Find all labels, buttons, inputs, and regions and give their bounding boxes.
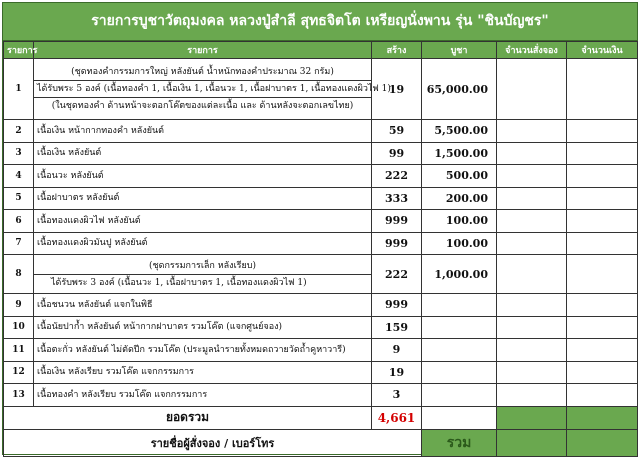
- row-qty: 3: [372, 384, 422, 407]
- row-reserve-input[interactable]: [497, 120, 567, 143]
- row-qty: 19: [372, 59, 422, 120]
- row-reserve-input[interactable]: [497, 384, 567, 407]
- row-item-line: เนื้อฝาบาตร หลังยันต์: [37, 193, 120, 204]
- order-sheet: [2, 2, 638, 455]
- row-item-line: ได้รับพระ 3 องค์ (เนื้อนวะ 1, เนื้อฝาบาตร 1, เนื้อทองแดงผิวไฟ 1): [51, 277, 307, 288]
- row-amount-input[interactable]: [567, 59, 638, 120]
- table-row: [4, 210, 638, 233]
- row-reserve-input[interactable]: [497, 142, 567, 165]
- row-item-line: เนื้อเงิน หลังยันต์: [37, 148, 102, 159]
- footer-label: รายชื่อผู้สั่งจอง / เบอร์โทร: [4, 429, 422, 456]
- header-no: รายการ: [4, 42, 34, 59]
- table-row: [4, 187, 638, 210]
- footer-reserve-cell[interactable]: [497, 429, 567, 456]
- row-qty: 999: [372, 210, 422, 233]
- row-item-line: (ชุดทองคำกรรมการใหญ่ หลังยันต์ น้ำหนักทองคำประมาณ 32 กรัม): [34, 64, 371, 81]
- row-qty: 99: [372, 142, 422, 165]
- header-item: รายการ: [34, 42, 372, 59]
- header-amount: จำนวนเงิน: [567, 42, 638, 59]
- row-item-line: เนื้อทองแดงผิวไฟ หลังยันต์: [37, 215, 141, 226]
- row-amount-input[interactable]: [567, 384, 638, 407]
- row-item-line: (ชุดกรรมการเล็ก หลังเรียบ): [34, 258, 371, 275]
- row-number: 2: [4, 120, 34, 143]
- row-reserve-input[interactable]: [497, 165, 567, 188]
- row-price: 100.00: [422, 232, 497, 255]
- row-amount-input[interactable]: [567, 187, 638, 210]
- row-number: 11: [4, 339, 34, 362]
- table-row: [4, 316, 638, 339]
- footer-row: [4, 429, 638, 456]
- row-item: [34, 210, 372, 233]
- row-item-line: เนื้อทองคำ หลังเรียบ รวมโค๊ต แจกกรรมการ: [37, 389, 208, 400]
- row-number: 12: [4, 361, 34, 384]
- row-reserve-input[interactable]: [497, 294, 567, 317]
- table-row: [4, 361, 638, 384]
- row-amount-input[interactable]: [567, 316, 638, 339]
- row-price: 200.00: [422, 187, 497, 210]
- row-price: 500.00: [422, 165, 497, 188]
- row-amount-input[interactable]: [567, 142, 638, 165]
- row-price: [422, 339, 497, 362]
- row-number: 5: [4, 187, 34, 210]
- row-price: 5,500.00: [422, 120, 497, 143]
- sheet-title: รายการบูชาวัตถุมงคล หลวงปู่สำลี สุทธจิตโต เหรียญนั่งพาน รุ่น "ชินบัญชร": [3, 3, 637, 41]
- row-price: 65,000.00: [422, 59, 497, 120]
- row-price: 1,000.00: [422, 255, 497, 294]
- row-number: 3: [4, 142, 34, 165]
- row-reserve-input[interactable]: [497, 187, 567, 210]
- row-price: [422, 384, 497, 407]
- row-qty: 222: [372, 165, 422, 188]
- row-price: [422, 316, 497, 339]
- table-row: [4, 59, 638, 120]
- header-qty: สร้าง: [372, 42, 422, 59]
- row-item-line: เนื้อเงิน หลังเรียบ รวมโค๊ต แจกกรรมการ: [37, 367, 195, 378]
- row-amount-input[interactable]: [567, 165, 638, 188]
- total-price-cell: [422, 406, 497, 429]
- row-item-line: เนื้อตะกั่ว หลังยันต์ ไม่ตัดปีก รวมโค๊ต (ประมูลนำรายทั้งหมดถวายวัดถ้ำคูหาวารี): [37, 344, 346, 355]
- table-row: [4, 120, 638, 143]
- table-row: [4, 165, 638, 188]
- row-item: [34, 59, 391, 120]
- table-body: [4, 59, 638, 407]
- row-price: 100.00: [422, 210, 497, 233]
- row-reserve-input[interactable]: [497, 232, 567, 255]
- row-item: [34, 294, 372, 317]
- row-number: 4: [4, 165, 34, 188]
- row-reserve-input[interactable]: [497, 210, 567, 233]
- row-reserve-input[interactable]: [497, 59, 567, 120]
- row-item: [34, 361, 372, 384]
- row-item-line: เนื้อทองแดงผิวมันปู หลังยันต์: [37, 238, 148, 249]
- row-item: [34, 339, 372, 362]
- header-price: บูชา: [422, 42, 497, 59]
- row-item: [34, 384, 372, 407]
- row-qty: 999: [372, 232, 422, 255]
- total-value: 4,661: [372, 406, 422, 429]
- row-item: [34, 187, 372, 210]
- row-number: 13: [4, 384, 34, 407]
- row-number: 6: [4, 210, 34, 233]
- row-amount-input[interactable]: [567, 255, 638, 294]
- row-item: [34, 165, 372, 188]
- row-amount-input[interactable]: [567, 339, 638, 362]
- row-amount-input[interactable]: [567, 294, 638, 317]
- table-row: [4, 232, 638, 255]
- table-row: [4, 255, 638, 294]
- row-item-line: เนื้อนัยปาก้ำ หลังยันต์ หน้ากากฝาบาตร รวมโค๊ต (แจกศูนย์จอง): [37, 322, 283, 333]
- row-qty: 59: [372, 120, 422, 143]
- total-amount-cell[interactable]: [567, 406, 638, 429]
- row-reserve-input[interactable]: [497, 361, 567, 384]
- row-number: 9: [4, 294, 34, 317]
- row-amount-input[interactable]: [567, 210, 638, 233]
- total-label: ยอดรวม: [4, 406, 372, 429]
- row-reserve-input[interactable]: [497, 255, 567, 294]
- footer-sum-label: รวม: [422, 429, 497, 456]
- footer-amount-cell[interactable]: [567, 429, 638, 456]
- row-number: 7: [4, 232, 34, 255]
- row-item-line: เนื้อนวะ หลังยันต์: [37, 170, 104, 181]
- row-qty: 159: [372, 316, 422, 339]
- row-amount-input[interactable]: [567, 232, 638, 255]
- row-reserve-input[interactable]: [497, 339, 567, 362]
- row-price: [422, 361, 497, 384]
- row-item: [34, 255, 372, 294]
- total-row: [4, 406, 638, 429]
- table-row: [4, 384, 638, 407]
- row-qty: 333: [372, 187, 422, 210]
- row-item: [34, 142, 372, 165]
- row-qty: 19: [372, 361, 422, 384]
- row-item-line: ได้รับพระ 5 องค์ (เนื้อทองคำ 1, เนื้อเงิน 1, เนื้อนวะ 1, เนื้อฝาบาตร 1, เนื้อทองแดงผิวไฟ 1): [34, 81, 371, 98]
- row-number: 10: [4, 316, 34, 339]
- row-item: [34, 316, 372, 339]
- table-row: [4, 294, 638, 317]
- row-reserve-input[interactable]: [497, 316, 567, 339]
- row-price: [422, 294, 497, 317]
- row-qty: 9: [372, 339, 422, 362]
- row-number: 8: [4, 255, 34, 294]
- row-item-line: เนื้อชนวน หลังยันต์ แจกในพิธี: [37, 299, 153, 310]
- row-item: [34, 232, 372, 255]
- row-qty: 222: [372, 255, 422, 294]
- total-reserve-cell[interactable]: [497, 406, 567, 429]
- row-item-line: เนื้อเงิน หน้ากากทองคำ หลังยันต์: [37, 125, 164, 136]
- table-row: [4, 142, 638, 165]
- row-amount-input[interactable]: [567, 361, 638, 384]
- row-item: [34, 120, 372, 143]
- row-item-line: (ในชุดทองคำ ด้านหน้าจะตอกโค๊ตของแต่ละเนื้อ และ ด้านหลังจะตอกเลขไทย): [51, 101, 354, 111]
- row-price: 1,500.00: [422, 142, 497, 165]
- row-qty: 999: [372, 294, 422, 317]
- row-amount-input[interactable]: [567, 120, 638, 143]
- header-reserve: จำนวนสั่งจอง: [497, 42, 567, 59]
- order-table: [3, 41, 638, 457]
- row-number: 1: [4, 59, 34, 120]
- table-row: [4, 339, 638, 362]
